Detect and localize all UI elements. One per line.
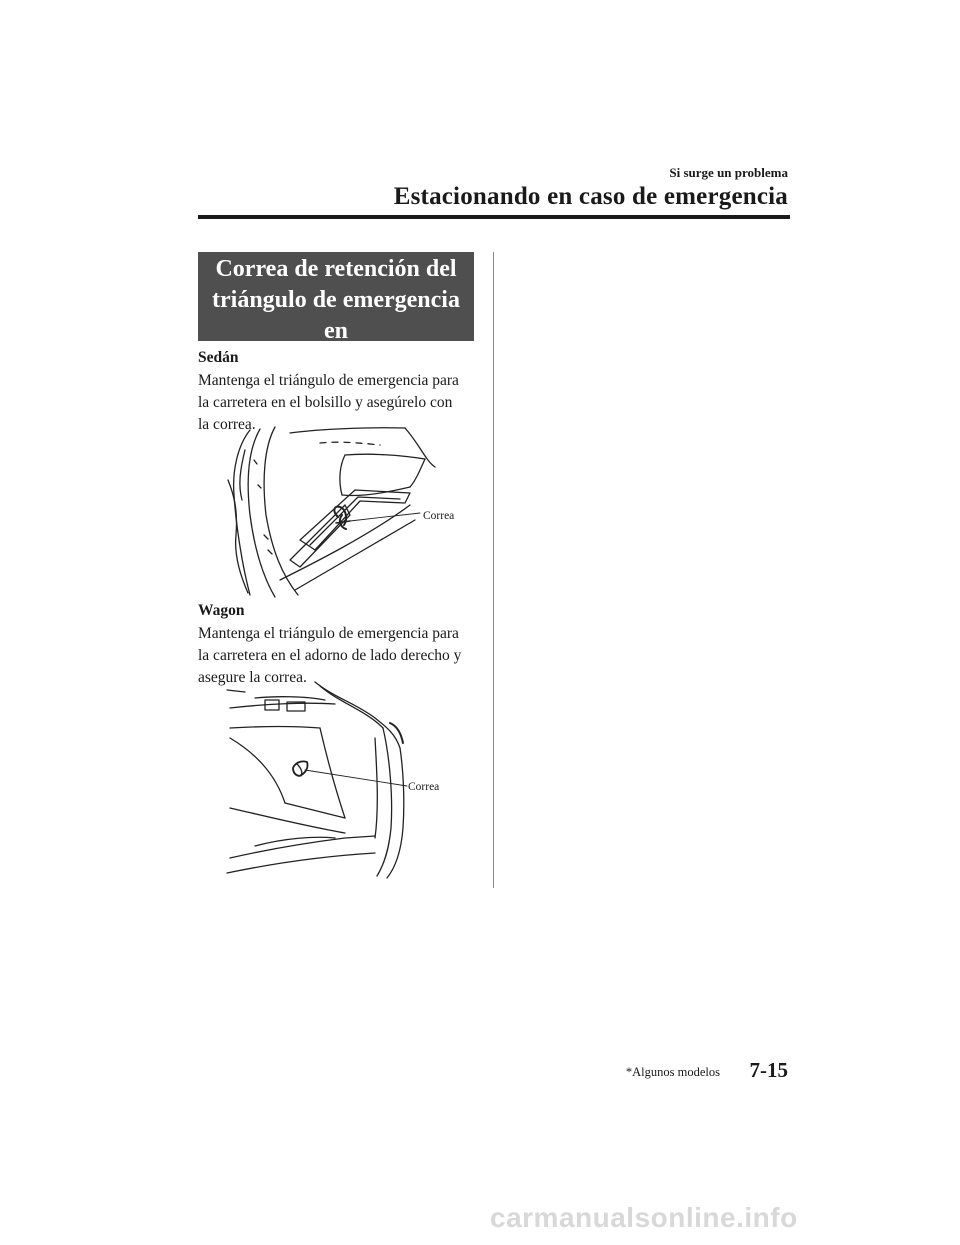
section-heading-line-1: Correa de retención del (215, 256, 457, 282)
column-divider (493, 252, 494, 888)
wagon-cargo-illustration (225, 678, 415, 883)
wagon-strap-label: Correa (408, 781, 440, 793)
chapter-title: Si surge un problema (669, 165, 788, 180)
sedan-line-1: Mantenga el triángulo de emergencia para (198, 372, 459, 389)
wagon-line-2: la carretera en el adorno de lado derecho y (198, 647, 462, 664)
section-title: Estacionando en caso de emergencia (393, 183, 788, 210)
wagon-line-3: asegure la correa. (198, 669, 307, 686)
watermark-text: carmanualsonline.info (490, 1202, 798, 1233)
asterisk-mark: * (381, 349, 389, 364)
sedan-heading: Sedán (198, 349, 239, 366)
page-number: 7-15 (749, 1058, 788, 1082)
section-heading-line-2: triángulo de emergencia en (212, 287, 460, 344)
wagon-line-1: Mantenga el triángulo de emergencia para (198, 625, 459, 642)
sedan-strap-label: Correa (423, 510, 455, 522)
sedan-line-3: la correa. (198, 416, 256, 433)
wagon-heading: Wagon (198, 602, 245, 619)
section-heading-line-3: el camino* (283, 349, 389, 375)
header-divider (198, 215, 790, 219)
footnote: *Algunos modelos (625, 1065, 720, 1079)
sedan-line-2: la carretera en el bolsillo y asegúrelo con (198, 394, 453, 411)
